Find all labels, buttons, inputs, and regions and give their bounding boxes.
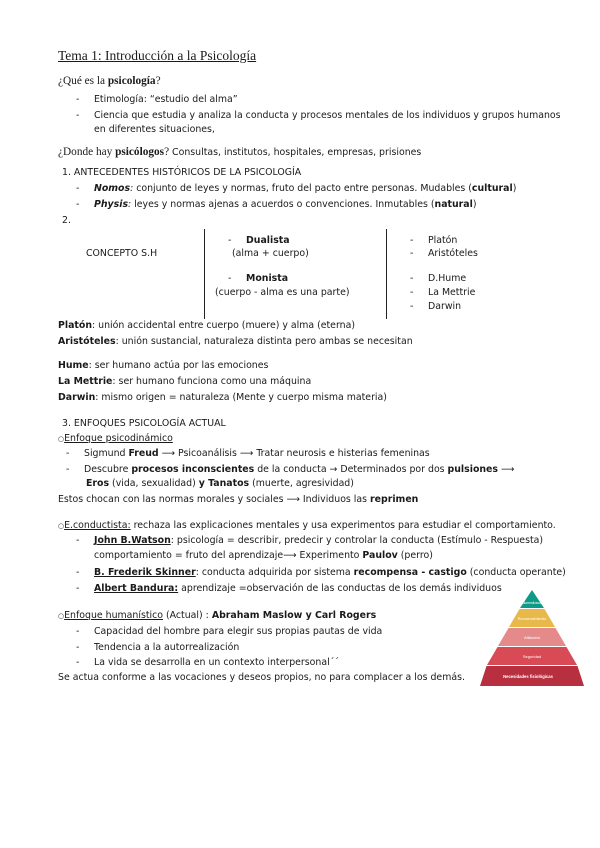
label: Enfoque psicodinámico	[64, 433, 173, 444]
label: E.conductista:	[64, 520, 131, 531]
pre: Sigmund	[84, 448, 129, 459]
list-item: - Etimología: “estudio del alma”	[76, 94, 238, 105]
philosopher-name: La Mettrie	[428, 287, 476, 298]
list-item-physis: - Physis: leyes y normas ajenas a acuerdos o convenciones. Inmutables (natural)	[76, 199, 477, 210]
pyramid-label: Afiliación	[523, 635, 541, 640]
item-text: La vida se desarrolla en un contexto interpersonal´´	[94, 657, 340, 668]
bold: cultural	[471, 183, 513, 194]
philosopher-name: Aristóteles	[428, 248, 478, 259]
list-item: - Aristóteles	[410, 248, 478, 259]
mid: (Actual) :	[163, 610, 212, 621]
list-item: - Platón	[410, 235, 458, 246]
name: Albert Bandura:	[94, 583, 179, 594]
closing-line: Se actua conforme a las vocaciones y deseos propios, no para complacer a los demás.	[58, 672, 465, 683]
definition-hume	[58, 360, 268, 372]
definition-darwin	[58, 392, 387, 404]
post: (conducta operante)	[466, 567, 566, 578]
section-heading-1: 1. ANTECEDENTES HISTÓRICOS DE LA PSICOLOGÍA	[62, 167, 302, 178]
bold: reprimen	[370, 494, 419, 505]
concept-label: CONCEPTO S.H	[86, 248, 158, 259]
term: Nomos	[94, 183, 131, 194]
term: Physis	[94, 199, 129, 210]
divider	[386, 229, 387, 319]
q1-bold: psicología	[107, 75, 156, 87]
term: Aristóteles	[58, 336, 116, 347]
l1: : psicología = describir, predecir y controlar la conducta (Estímulo - Respuesta)	[170, 535, 544, 546]
name: B. Frederik Skinner	[94, 567, 196, 578]
post: ⟶	[498, 464, 515, 475]
post: (muerte, agresividad)	[249, 478, 354, 489]
pyramid-label: Necesidades fisiológicas	[503, 674, 553, 679]
list-item: - D.Hume	[410, 273, 467, 284]
mid: (vida, sexualidad)	[109, 478, 199, 489]
q2-post: ?	[164, 146, 170, 158]
authors: Abraham Maslow y Carl Rogers	[211, 610, 377, 621]
philosopher-name: Darwin	[428, 301, 462, 312]
bullet-continuation: en diferentes situaciones,	[94, 124, 215, 135]
watson-continuation	[94, 550, 433, 562]
list-item: - Ciencia que estudia y analiza la conducta y procesos mentales de los individuos y grupos humanos	[76, 110, 561, 121]
bullet-text: Ciencia que estudia y analiza la conducta y procesos mentales de los individuos y grupos humanos	[94, 110, 561, 121]
list-item-freud: - Sigmund Freud ⟶ Psicoanálisis ⟶ Tratar neurosis e histerias femeninas	[66, 448, 430, 459]
end: )	[472, 199, 477, 210]
text: : unión sustancial, naturaleza distinta pero ambas se necesitan	[115, 336, 413, 347]
pre: Descubre	[84, 464, 132, 475]
text: : ser humano actúa por las emociones	[88, 360, 269, 371]
psicodinamico-heading: ○Enfoque psicodinámico	[58, 433, 173, 444]
bold1: procesos inconscientes	[131, 464, 255, 475]
list-item-watson: - John B.Watson: psicología = describir, predecir y controlar la conducta (Estímulo - Respuesta)	[76, 535, 544, 546]
pyramid-level-1	[520, 590, 544, 608]
post: (perro)	[397, 550, 433, 561]
dualista-sub: (alma + cuerpo)	[232, 248, 309, 259]
term: Darwin	[58, 392, 96, 403]
humanistico-heading: ○Enfoque humanístico (Actual) : Abraham Maslow y Carl Rogers	[58, 610, 377, 621]
name: John B.Watson	[94, 535, 171, 546]
bold2: pulsiones	[447, 464, 498, 475]
dualista-title: - Dualista	[228, 235, 290, 246]
label: Enfoque humanístico	[64, 610, 164, 621]
list-item-nomos: - Nomos: conjunto de leyes y normas, fruto del pacto entre personas. Mudables (cultural)	[76, 183, 517, 194]
q2-rest: Consultas, institutos, hospitales, empresas, prisiones	[169, 147, 422, 158]
text: : unión accidental entre cuerpo (muere) y alma (eterna)	[92, 320, 355, 331]
pyramid-label: Seguridad	[522, 654, 542, 659]
pre: Estos chocan con las normas morales y sociales ⟶ Individuos las	[58, 494, 371, 505]
monista-title: - Monista	[228, 273, 289, 284]
pyramid-label: Autorrealización	[520, 601, 544, 605]
bold2: y Tanatos	[198, 478, 250, 489]
item-text: Capacidad del hombre para elegir sus propias pautas de vida	[94, 626, 383, 637]
maslow-pyramid	[480, 590, 584, 686]
intro: rechaza las explicaciones mentales y usa experimentos para estudiar el comportamiento.	[130, 520, 556, 531]
end: )	[512, 183, 517, 194]
mid: de la conducta → Determinados por dos	[254, 464, 448, 475]
philosopher-name: Platón	[428, 235, 458, 246]
term: La Mettrie	[58, 376, 113, 387]
list-item-descubre: - Descubre procesos inconscientes de la conducta → Determinados por dos pulsiones ⟶	[66, 464, 515, 475]
term: Platón	[58, 320, 93, 331]
bold: natural	[434, 199, 473, 210]
bold: recompensa - castigo	[353, 567, 467, 578]
text: : mismo origen = naturaleza (Mente y cuerpo misma materia)	[95, 392, 387, 403]
item-text: Tendencia a la autorrealización	[94, 642, 240, 653]
text: : ser humano funciona como una máquina	[112, 376, 312, 387]
list-item: - Darwin	[410, 301, 462, 312]
bold1: Eros	[86, 478, 110, 489]
bullet-text: Etimología: “estudio del alma”	[94, 94, 238, 105]
post: ⟶ Psicoanálisis ⟶ Tratar neurosis e histerias femeninas	[158, 448, 430, 459]
text: aprendizaje =observación de las conductas de los demás individuos	[178, 583, 502, 594]
conductista-heading: ○E.conductista: rechaza las explicaciones mentales y usa experimentos para estudiar el comportamiento.	[58, 520, 556, 531]
list-item: - Tendencia a la autorrealización	[76, 642, 240, 653]
q2-bold: psicólogos	[115, 146, 165, 158]
definition-aristoteles	[58, 336, 413, 348]
pre: comportamiento = fruto del aprendizaje⟶ Experimento	[94, 550, 363, 561]
text: conjunto de leyes y normas, fruto del pacto entre personas. Mudables (	[133, 183, 472, 194]
section-number-2: 2.	[62, 215, 71, 226]
q2-pre: ¿Donde hay	[58, 146, 116, 158]
list-item-skinner: - B. Frederik Skinner: conducta adquirida por sistema recompensa - castigo (conducta operante)	[76, 567, 566, 578]
question-psicologia	[58, 75, 161, 87]
q1-pre: ¿Qué es la	[58, 75, 108, 87]
list-item-bandura: - Albert Bandura: aprendizaje =observación de las conductas de los demás individuos	[76, 583, 502, 594]
divider	[204, 229, 205, 319]
list-item: - Capacidad del hombre para elegir sus propias pautas de vida	[76, 626, 383, 637]
definition-platon	[58, 320, 355, 332]
monista-sub: (cuerpo - alma es una parte)	[215, 287, 350, 298]
monista-title-text: Monista	[246, 273, 289, 284]
philosopher-name: D.Hume	[428, 273, 467, 284]
q1-post: ?	[155, 75, 161, 87]
pre: : conducta adquirida por sistema	[195, 567, 354, 578]
bold: Freud	[128, 448, 159, 459]
definition-mettrie	[58, 376, 311, 388]
text: leyes y normas ajenas a acuerdos o convenciones. Inmutables (	[131, 199, 435, 210]
term: Hume	[58, 360, 89, 371]
choque-line	[58, 494, 418, 506]
question-psicologos	[58, 140, 421, 159]
pyramid-label: Reconocimiento	[517, 616, 547, 621]
list-item: - La Mettrie	[410, 287, 476, 298]
dualista-title-text: Dualista	[246, 235, 290, 246]
list-item: - La vida se desarrolla en un contexto interpersonal´´	[76, 657, 340, 668]
page-title: Tema 1: Introducción a la Psicología	[58, 48, 257, 63]
bold: Paulov	[362, 550, 398, 561]
eros-line	[86, 478, 354, 490]
section-heading-3: 3. ENFOQUES PSICOLOGÍA ACTUAL	[62, 418, 226, 429]
